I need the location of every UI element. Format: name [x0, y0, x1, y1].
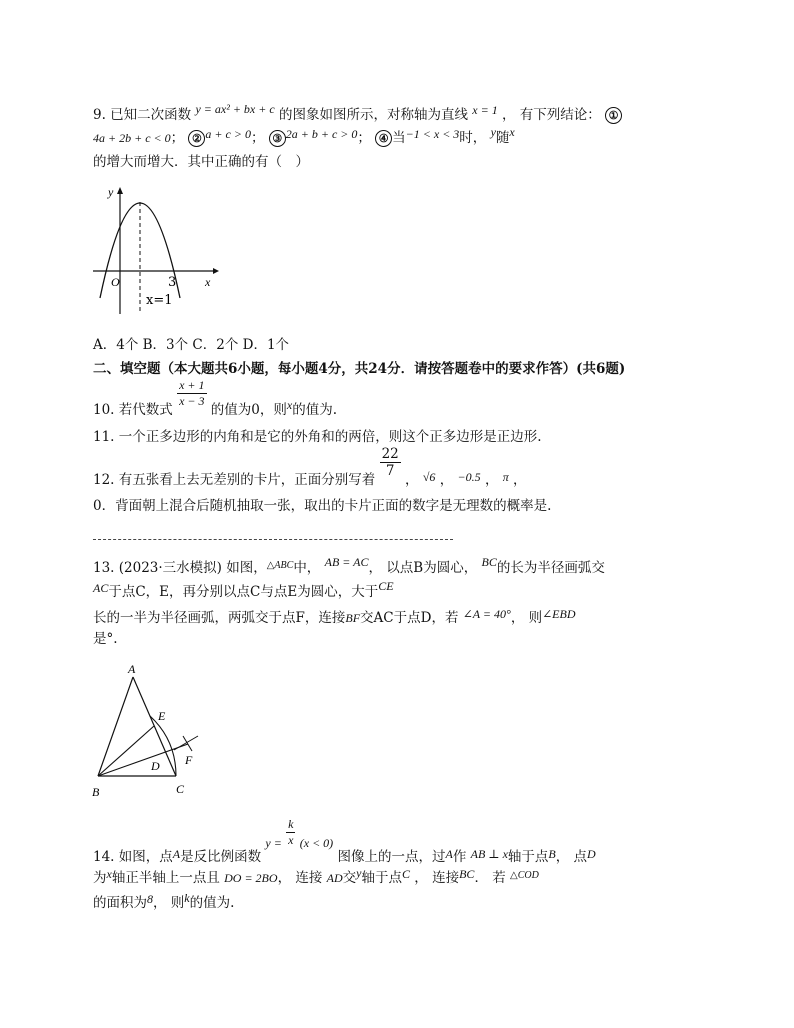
- q9-line1: 9. 已知二次函数 y = ax² + bx + c 的图象如图所示，对称轴为直线 x = 1 ， 有下列结论： ①: [93, 103, 622, 124]
- q12-line2: 0．背面朝上混合后随机抽取一张，取出的卡片正面的数字是无理数的概率是.: [93, 498, 552, 514]
- q11: 11. 一个正多边形的内角和是它的外角和的两倍，则这个正多边形是正边形.: [93, 429, 542, 445]
- graph-y-label: y: [108, 185, 114, 199]
- q9-line3: 的增大而增大．其中正确的有（ ）: [93, 154, 309, 170]
- divider: [93, 539, 453, 540]
- label-F: F: [185, 753, 193, 767]
- q9-line2: 4a + 2b + c < 0； ② a + c > 0； ③ 2a + b + c > 0； ④ 当−1 < x < 3时， y随x: [93, 125, 515, 146]
- label-B: B: [92, 785, 100, 799]
- q12-line1: 12. 有五张看上去无差别的卡片，正面分别写着 $\frac{22}{7}$ ， √6 ， −0.5 ， π ，: [93, 446, 527, 488]
- q13-line2: AC于点C，E，再分别以点C与点E为圆心，大于CE: [93, 579, 394, 600]
- q9-formula: y = ax² + bx + c: [195, 102, 275, 116]
- q13-line1: 13. (2023·三水模拟) 如图，$^{\triangle ABC}$中， AB = AC， 以点B为圆心， BC的长为半径画弧交: [93, 555, 605, 576]
- graph-three-label: 3: [168, 275, 177, 290]
- label-D: D: [151, 759, 160, 773]
- graph-axis-label: x=1: [146, 293, 173, 308]
- graph-x-label: x: [205, 275, 211, 289]
- q14-line1: 14. 如图，点A是反比例函数 y = $\frac{k}{x}$ (x < 0) 图像上的一点，过A作 AB ⊥ x轴于点B， 点D: [93, 817, 596, 865]
- label-E: E: [158, 709, 166, 723]
- q14-line2: 为x轴正半轴上一点且 DO = 2BO， 连接 AD交y轴于点C ， 连接BC． 若 $^{\triangle COD}$: [93, 866, 539, 886]
- q10: 10. 若代数式 $\frac{x + 1}{x - 3}$ 的值为0，则x的值为.: [93, 378, 338, 418]
- label-C: C: [176, 782, 185, 796]
- triangle-figure: [88, 658, 218, 803]
- parabola-graph: [88, 180, 228, 320]
- q9-options: A．4个 B．3个 C．2个 D．1个: [93, 337, 290, 353]
- q13-line4: 是°.: [93, 631, 118, 647]
- label-A: A: [128, 662, 136, 676]
- q14-line3: 的面积为8， 则k的值为.: [93, 891, 235, 911]
- circle-1: ①: [605, 107, 622, 124]
- graph-origin-label: O: [111, 275, 120, 289]
- section-title: 二、填空题（本大题共6小题，每小题4分，共24分．请按答题卷中的要求作答）(共6题): [93, 361, 626, 377]
- q13-line3: 长的一半为半径画弧，两弧交于点F，连接BF交AC于点D，若 ∠A = 40°， 则∠EBD: [93, 607, 576, 626]
